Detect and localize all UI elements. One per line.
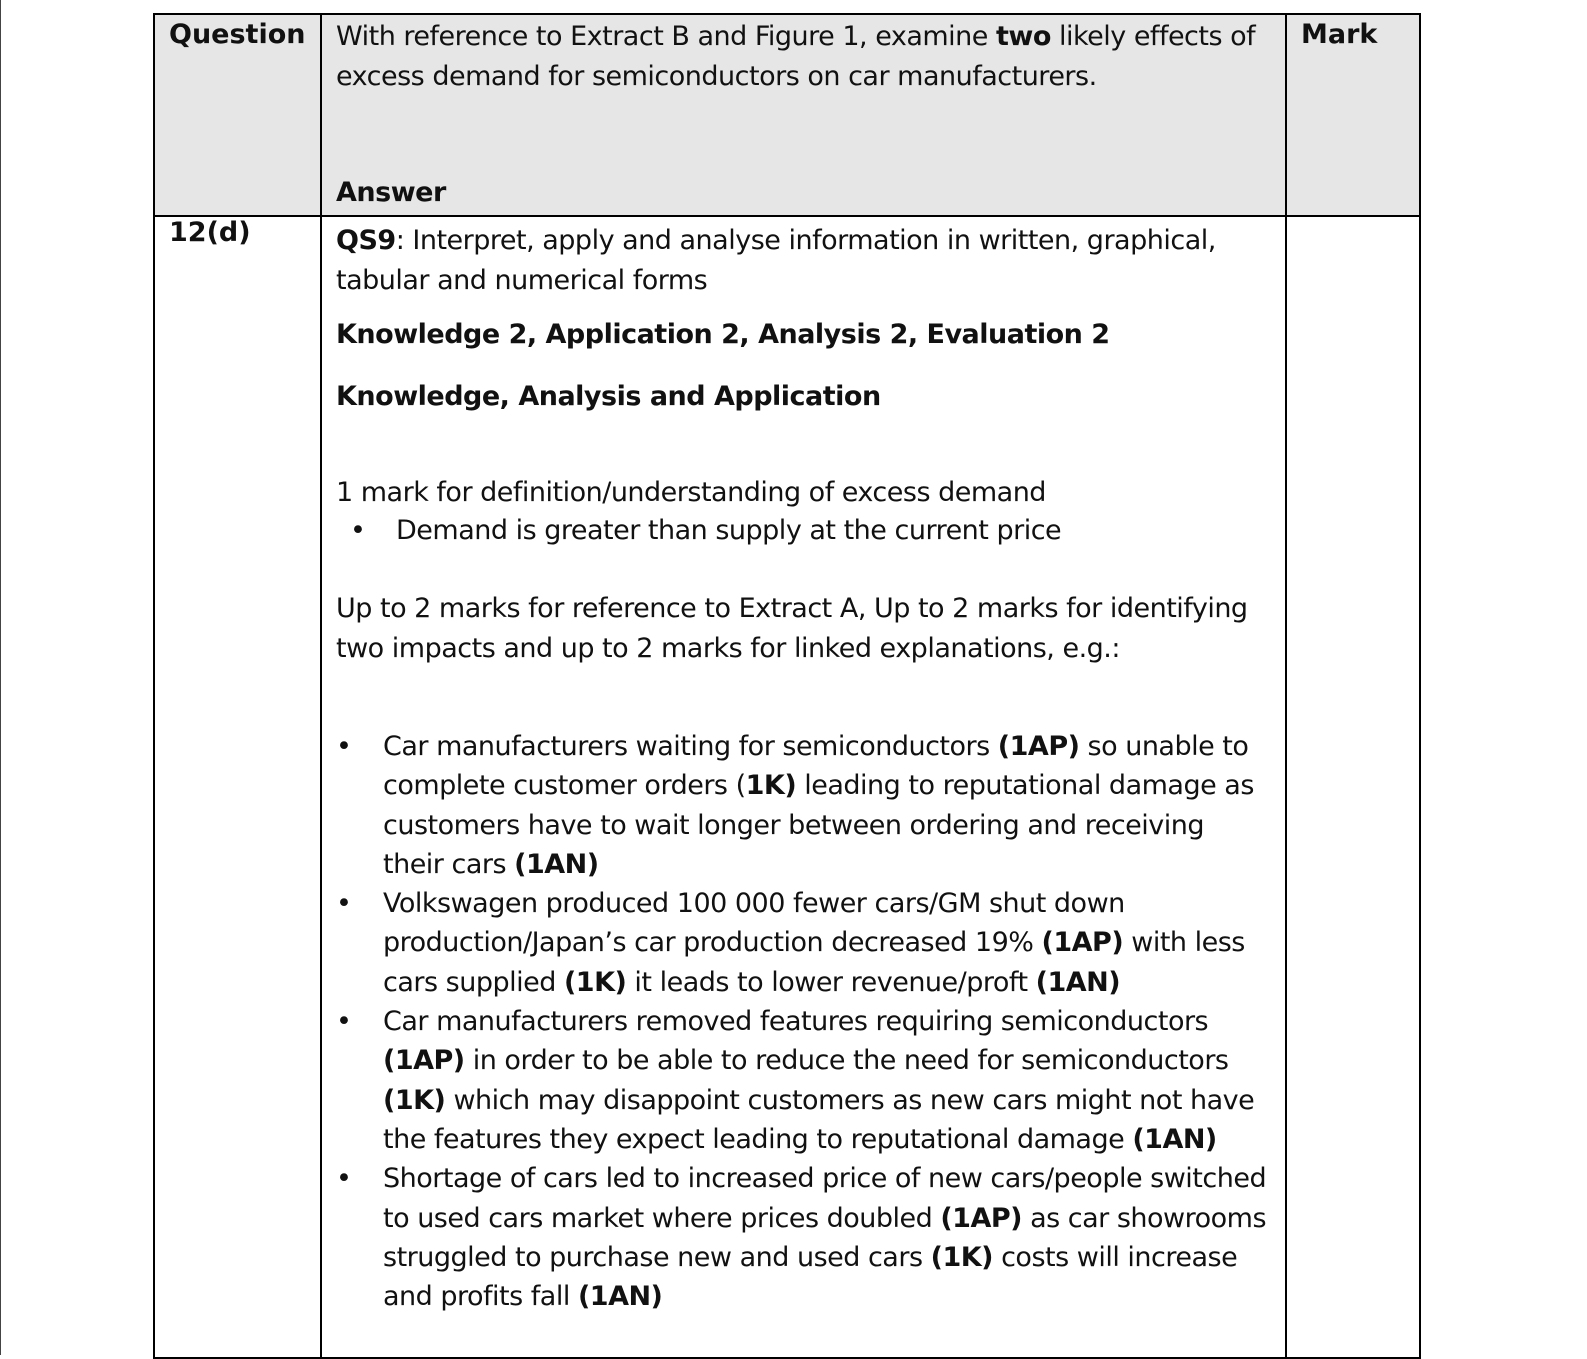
answer-label: Answer	[336, 177, 446, 208]
example-text: which may disappoint customers as new cars might not have the features they expect leading to reputational damage	[383, 1084, 1255, 1155]
question-label: Question	[154, 14, 321, 216]
bullet-icon: •	[336, 1006, 352, 1038]
mark-label: Mark	[1286, 14, 1420, 216]
qs-text: : Interpret, apply and analyse information in written, graphical, tabular and numerical forms	[336, 225, 1216, 296]
example-text: costs will increase and profits fall	[383, 1241, 1238, 1313]
example-text: Car manufacturers removed features requiring semiconductors	[383, 1006, 1209, 1038]
page-edge	[0, 0, 1, 1355]
list-item	[336, 1002, 1271, 1159]
example-text: in order to be able to reduce the need for semiconductors	[464, 1045, 1229, 1077]
example-text: it leads to lower revenue/proft	[626, 966, 1036, 998]
list-item	[336, 513, 1271, 549]
mark-code: (1K)	[930, 1241, 993, 1273]
list-item	[336, 727, 1271, 884]
example-text: Shortage of cars led to increased price of new cars/people switched to used cars market where prices doubled	[383, 1163, 1267, 1234]
marks-breakdown: Knowledge 2, Application 2, Analysis 2, Evaluation 2	[336, 319, 1110, 350]
question-text	[321, 14, 1286, 216]
mark-code: (1K)	[383, 1084, 446, 1116]
answer-content	[321, 216, 1286, 1358]
answer-row	[154, 216, 1420, 1358]
list-item	[336, 1159, 1271, 1316]
marks-guidance: Up to 2 marks for reference to Extract A, Up to 2 marks for identifying two impacts and up to 2 marks for linked explanations, e.g.:	[336, 593, 1248, 664]
question-text-bold: two	[995, 21, 1051, 52]
example-text: so unable to complete customer orders (	[383, 731, 1249, 802]
mark-code: (1K)	[563, 966, 627, 998]
mark-code: (1AN)	[1132, 1123, 1217, 1155]
bullet-icon: •	[336, 888, 352, 920]
definition-intro: 1 mark for definition/understanding of excess demand	[336, 477, 1046, 508]
list-item	[336, 884, 1271, 1002]
header-row	[154, 14, 1420, 216]
mark-code: (1AN)	[577, 1281, 663, 1313]
examples-list	[336, 727, 1271, 1316]
mark-code: (1AN)	[1035, 966, 1121, 998]
section-heading: Knowledge, Analysis and Application	[336, 381, 881, 412]
mark-code: 1K)	[745, 770, 797, 802]
example-text: with less cars supplied	[383, 927, 1245, 998]
qs-line	[336, 221, 1271, 301]
example-text: as car showrooms struggled to purchase new and used cars	[383, 1202, 1267, 1273]
mark-value	[1286, 216, 1420, 1358]
mark-code: (1AP)	[1041, 927, 1124, 959]
example-text: Volkswagen produced 100 000 fewer cars/GM shut down production/Japan’s car production decreased 19%	[383, 888, 1125, 959]
mark-code: (1AP)	[940, 1202, 1022, 1234]
mark-code: (1AP)	[383, 1045, 465, 1077]
mark-code: (1AP)	[997, 731, 1080, 762]
bullet-icon: •	[336, 1163, 352, 1195]
question-number: 12(d)	[154, 216, 321, 1358]
definition-list	[336, 513, 1271, 549]
question-text-suffix: likely effects of excess demand for semiconductors on car manufacturers.	[336, 21, 1256, 92]
mark-code: (1AN)	[514, 848, 599, 880]
qs-code: QS9	[336, 225, 396, 256]
mark-scheme-table	[153, 13, 1421, 1359]
example-text: Car manufacturers waiting for semiconductors	[383, 731, 998, 762]
bullet-icon: •	[336, 731, 352, 762]
question-text-prefix: With reference to Extract B and Figure 1, examine	[336, 21, 996, 52]
definition-bullet: Demand is greater than supply at the current price	[396, 515, 1062, 546]
bullet-icon: •	[350, 515, 366, 546]
example-text: leading to reputational damage as customers have to wait longer between ordering and receiving their cars	[383, 770, 1254, 880]
